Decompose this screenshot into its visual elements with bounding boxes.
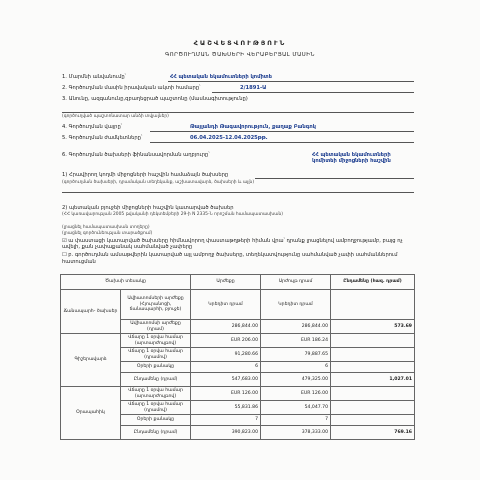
cell-total	[331, 401, 415, 415]
cell-total	[331, 362, 415, 373]
header-currency: Արժույթ դրամ	[261, 275, 331, 290]
cell-a: 91,280.66	[191, 348, 261, 362]
header-total: Ընդամենը (հազ. դրամ)	[331, 275, 415, 290]
field-2: 2. Գործուղման մասին իրավական ակտի համարը՝	[62, 85, 201, 91]
row-label: Ավիատոմսի արժեքը (դրամ)	[121, 320, 191, 334]
cell-a: 55,831.86	[191, 401, 261, 415]
field-2-value: 2/1891-Ա	[240, 85, 267, 91]
cell-b: Կրեդիտ դրամ	[261, 290, 331, 320]
cell-a: 547,683.00	[191, 373, 261, 387]
table-row	[61, 290, 415, 320]
cell-a: EUR 126.00	[191, 387, 261, 401]
row-label: Օրերի քանակը	[121, 415, 191, 426]
cell-total: 769.16	[331, 426, 415, 440]
cell-b: 79,887.65	[261, 348, 331, 362]
row-label: Վճարը 1 օրվա համար (դրամով)	[121, 348, 191, 362]
expense-table	[60, 274, 415, 440]
field-6: 6. Գործուղման ծախսերի ֆինանսավորման աղբյուրը՝	[62, 152, 210, 158]
field-2-underline	[212, 92, 414, 93]
paragraph-2-note: (ՀՀ կառավարության 2005 թվականի դեկտեմբերի 29-ի N 2335-Ն որոշման համապատասխան)	[62, 212, 283, 217]
cell-total	[331, 290, 415, 320]
cell-a: EUR 206.00	[191, 334, 261, 348]
cell-b: EUR 186.24	[261, 334, 331, 348]
paragraph-6b: հատուցման	[62, 259, 96, 265]
table-row	[61, 334, 415, 348]
cell-b: 54,047.70	[261, 401, 331, 415]
group-label-accommodation: Գիշերավարձ	[61, 334, 121, 387]
cell-total: 573.69	[331, 320, 415, 334]
cell-a: 390,823.00	[191, 426, 261, 440]
document-subtitle: ԳՈՐԾՈՒՂՄԱՆ ԾԱԽՍԵՐԻ ՎԵՐԱԲԵՐՅԱԼ ՄԱՍԻՆ	[165, 52, 315, 58]
field-4: 4. Գործուղման վայրը՝	[62, 124, 122, 130]
row-label: Վճարը 1 օրվա համար (արտարժույթով)	[121, 334, 191, 348]
cell-total	[331, 334, 415, 348]
row-label: Վճարը 1 օրվա համար (դրամով)	[121, 401, 191, 415]
row-label: Ավիատոմսերի արժեքը (Հյուրանոցի, ճանապարհի, բյուջե)	[121, 290, 191, 320]
field-4-value: Թայլանդի Թագավորություն, քաղաք Բանգոկ	[190, 124, 317, 130]
paragraph-5: ☑ ա փաստացի կատարված ծախսերը հիմնավորող փաստաթղթերի հիման վրա՝ դրանք լրացնելով ամբողջությամբ, բայց ոչ ավելի, քան չափաքանակ սահմանված չափերը	[62, 238, 403, 250]
paragraph-4: (լրացնել գործունեության տարածքում)	[62, 231, 153, 236]
header-value: Արժեքը	[191, 275, 261, 290]
cell-b: 479,325.00	[261, 373, 331, 387]
field-3-underline	[62, 112, 414, 113]
group-label-travel: Ճանապարհ- ծախսեր	[61, 290, 121, 334]
field-1: 1. Մարմնի անվանումը՝	[62, 74, 126, 80]
field-3: 3. Անունը, ազգանունը,զբաղեցրած պաշտոնը (մասնագիտությունը)	[62, 96, 248, 102]
cell-a: Կրեդիտ դրամ	[191, 290, 261, 320]
paragraph-6: ☐ բ. գործուղման ամսաթվերին կատարված այլ ամբողջ ծախսերը, տեղեկատվությունը սահմանված չափի սահմաններում	[62, 252, 398, 258]
cell-total	[331, 348, 415, 362]
table-header-row	[61, 275, 415, 290]
cell-b: 286,844.00	[261, 320, 331, 334]
cell-total: 1,027.01	[331, 373, 415, 387]
cell-b: EUR 126.00	[261, 387, 331, 401]
document-title: ՀԱՇՎԵՏՎՈՒԹՅՈՒՆ	[193, 39, 287, 47]
field-1-underline	[168, 81, 414, 82]
separator-line	[62, 192, 414, 193]
cell-total	[331, 415, 415, 426]
field-5: 5. Գործուղման ժամկետները՝	[62, 135, 143, 141]
row-label: Վճարը 1 օրվա համար (արտարժույթով)	[121, 387, 191, 401]
field-1-value: ՀՀ պետական եկամուտների կոմիտե	[170, 74, 272, 80]
field-5-value: 06.04.2025-12.04.2025թթ.	[190, 135, 268, 141]
row-label: Ընդամենը (դրամ)	[121, 426, 191, 440]
paragraph-1: 1) Հրավիրող կողմի միջոցների հաշվին համաձայն ծախսերը	[62, 172, 229, 178]
cell-a: 6	[191, 362, 261, 373]
field-6-value: ՀՀ պետական եկամուտների կոմիտեի միջոցների հաշվին	[312, 152, 391, 164]
cell-b: 378,333.00	[261, 426, 331, 440]
cell-b: 7	[261, 415, 331, 426]
row-label: Ընդամենը (դրամ)	[121, 373, 191, 387]
group-label-per-diem: Օրապահիկ	[61, 387, 121, 440]
cell-a: 286,844.00	[191, 320, 261, 334]
cell-a: 7	[191, 415, 261, 426]
field-5-underline	[150, 142, 414, 143]
header-expense-type: Ծախսի տեսակը	[61, 275, 191, 290]
cell-total	[331, 387, 415, 401]
field-4-underline	[150, 131, 414, 132]
table-row	[61, 387, 415, 401]
row-label: Օրերի քանակը	[121, 362, 191, 373]
paragraph-3: (լրացնել համապատասխան տողերը)	[62, 225, 150, 230]
paragraph-1-note: (գործուղման ծախսերի, դրամական տեղեկանք, աշխատավարձ, ծախսերի և այլն)	[62, 180, 255, 185]
paragraph-1-underline	[255, 178, 414, 179]
paragraph-2: 2) պետական բյուջեի միջոցների հաշվին կատարված ծախսեր	[62, 205, 234, 211]
field-3-note: (գործուղված պաշտոնատար անձի տվյալներ)	[62, 114, 169, 119]
cell-b: 6	[261, 362, 331, 373]
